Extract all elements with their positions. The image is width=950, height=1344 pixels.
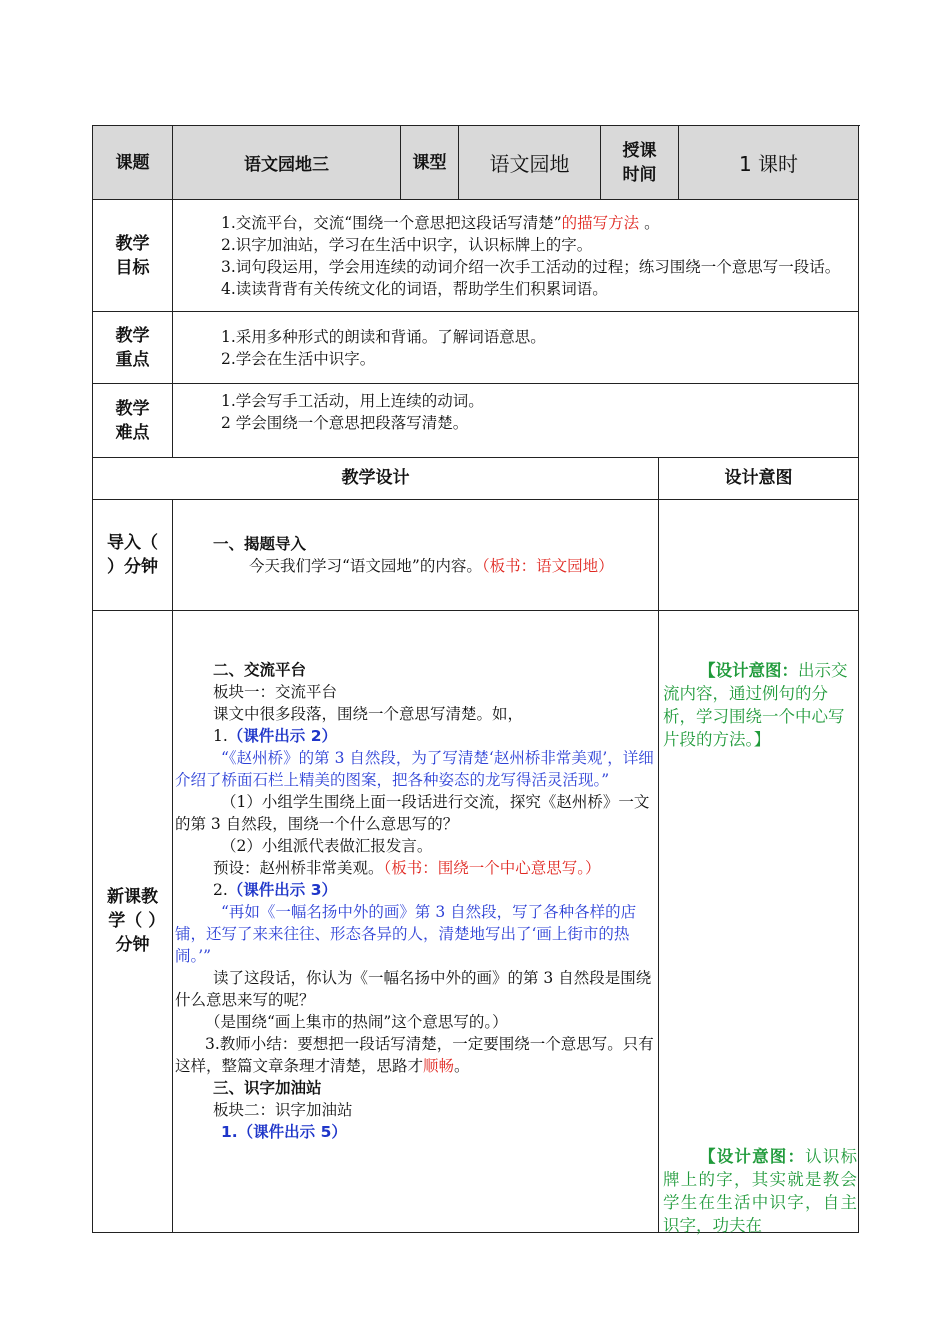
design-header-row: [93, 457, 859, 499]
question-1: （1）小组学生围绕上面一段话进行交流，探究《赵州桥》一文的第 3 自然段，围绕一个什么意思写的？: [175, 792, 650, 833]
goals-content: [173, 200, 859, 312]
intro-heading: 一、揭题导入: [213, 534, 307, 553]
design-header-left: 教学设计: [93, 457, 659, 499]
type-label: 课型: [401, 126, 459, 200]
goal-1: 1.交流平台，交流“围绕一个意思把这段话写清楚”的描写方法 。: [221, 213, 660, 232]
keypoints-label: 教学重点: [93, 312, 173, 384]
paragraph-3: （是围绕“画上集市的热闹”这个意思写的。）: [205, 1012, 508, 1031]
difficulties-label: 教学难点: [93, 384, 173, 458]
design-header-right: 设计意图: [659, 457, 859, 499]
intent-1: 【设计意图：出示交流内容，通过例句的分析，学习围绕一个中心写片段的方法。】: [663, 660, 848, 749]
question-2: （2）小组派代表做汇报发言。: [221, 836, 433, 855]
block-2-label: 板块二：识字加油站: [213, 1100, 353, 1119]
header-row: [93, 126, 859, 200]
lesson-plan: [92, 125, 858, 1233]
section-3-heading: 三、识字加油站: [213, 1078, 322, 1097]
goals-label: 教学目标: [93, 200, 173, 312]
courseware-2: 1.（课件出示 2）: [213, 726, 337, 745]
section-2-heading: 二、交流平台: [213, 660, 307, 679]
keypoint-2: 2.学会在生活中识字。: [221, 349, 376, 368]
courseware-3: 2.（课件出示 3）: [213, 880, 337, 899]
difficulties-row: [93, 384, 859, 458]
topic-label: 课题: [93, 126, 173, 200]
quote-2: “再如《一幅名扬中外的画》第 3 自然段，写了各种各样的店铺，还写了来来往往、形态各异的人，清楚地写出了‘画上街市的热闹。’”: [175, 902, 637, 965]
goal-2: 2.识字加油站，学习在生活中识字，认识标牌上的字。: [221, 235, 593, 254]
courseware-5: 1.（课件出示 5）: [221, 1122, 347, 1141]
goal-3: 3.词句段运用，学会用连续的动词介绍一次手工活动的过程；练习围绕一个意思写一段话。: [221, 257, 841, 276]
newlesson-label: 新课教学（ ）分钟: [93, 610, 173, 1232]
newlesson-intent: [659, 610, 859, 1235]
paragraph-2: 读了这段话，你认为《一幅名扬中外的画》的第 3 自然段是围绕什么意思来写的呢？: [175, 968, 652, 1009]
difficulties-content: [173, 384, 859, 458]
paragraph-1: 课文中很多段落，围绕一个意思写清楚。如，: [213, 704, 524, 723]
intro-text: 今天我们学习“语文园地”的内容。（板书：语文园地）: [249, 556, 614, 575]
quote-1: “《赵州桥》的第 3 自然段，为了写清楚‘赵州桥非常美观’，详细介绍了桥面石栏上精美的图案，把各种姿态的龙写得活灵活现。”: [175, 748, 654, 789]
goals-row: [93, 200, 859, 312]
intent-2: 【设计意图：认识标牌上的字，其实就是教会学生在生活中识字，自主识字，功夫在: [663, 1146, 857, 1235]
preset-answer: 预设：赵州桥非常美观。（板书：围绕一个中心意思写。）: [213, 858, 601, 877]
intro-row: [93, 499, 859, 610]
newlesson-row: [93, 610, 859, 1232]
time-value: 1 课时: [679, 126, 859, 200]
difficulty-1: 1.学会写手工活动，用上连续的动词。: [221, 392, 484, 410]
newlesson-content: [173, 610, 659, 1232]
topic-value: 语文园地三: [173, 126, 401, 200]
type-value: 语文园地: [459, 126, 601, 200]
intro-label: 导入（ ）分钟: [93, 499, 173, 610]
time-label: 授课时间: [601, 126, 679, 200]
keypoints-row: [93, 312, 859, 384]
keypoint-1: 1.采用多种形式的朗读和背诵。了解词语意思。: [221, 327, 546, 346]
block-1-label: 板块一：交流平台: [213, 682, 338, 701]
teacher-summary: 3.教师小结：要想把一段话写清楚，一定要围绕一个意思写。只有这样，整篇文章条理才清楚，思路才顺畅。: [175, 1034, 654, 1075]
goal-4: 4.读读背背有关传统文化的词语，帮助学生们积累词语。: [221, 279, 608, 298]
design-table: [92, 457, 859, 1233]
intro-intent: [659, 499, 859, 610]
lesson-plan-table: [92, 125, 859, 458]
intro-content: [173, 499, 659, 610]
difficulty-2: 2 学会围绕一个意思把段落写清楚。: [221, 414, 469, 432]
keypoints-content: [173, 312, 859, 384]
